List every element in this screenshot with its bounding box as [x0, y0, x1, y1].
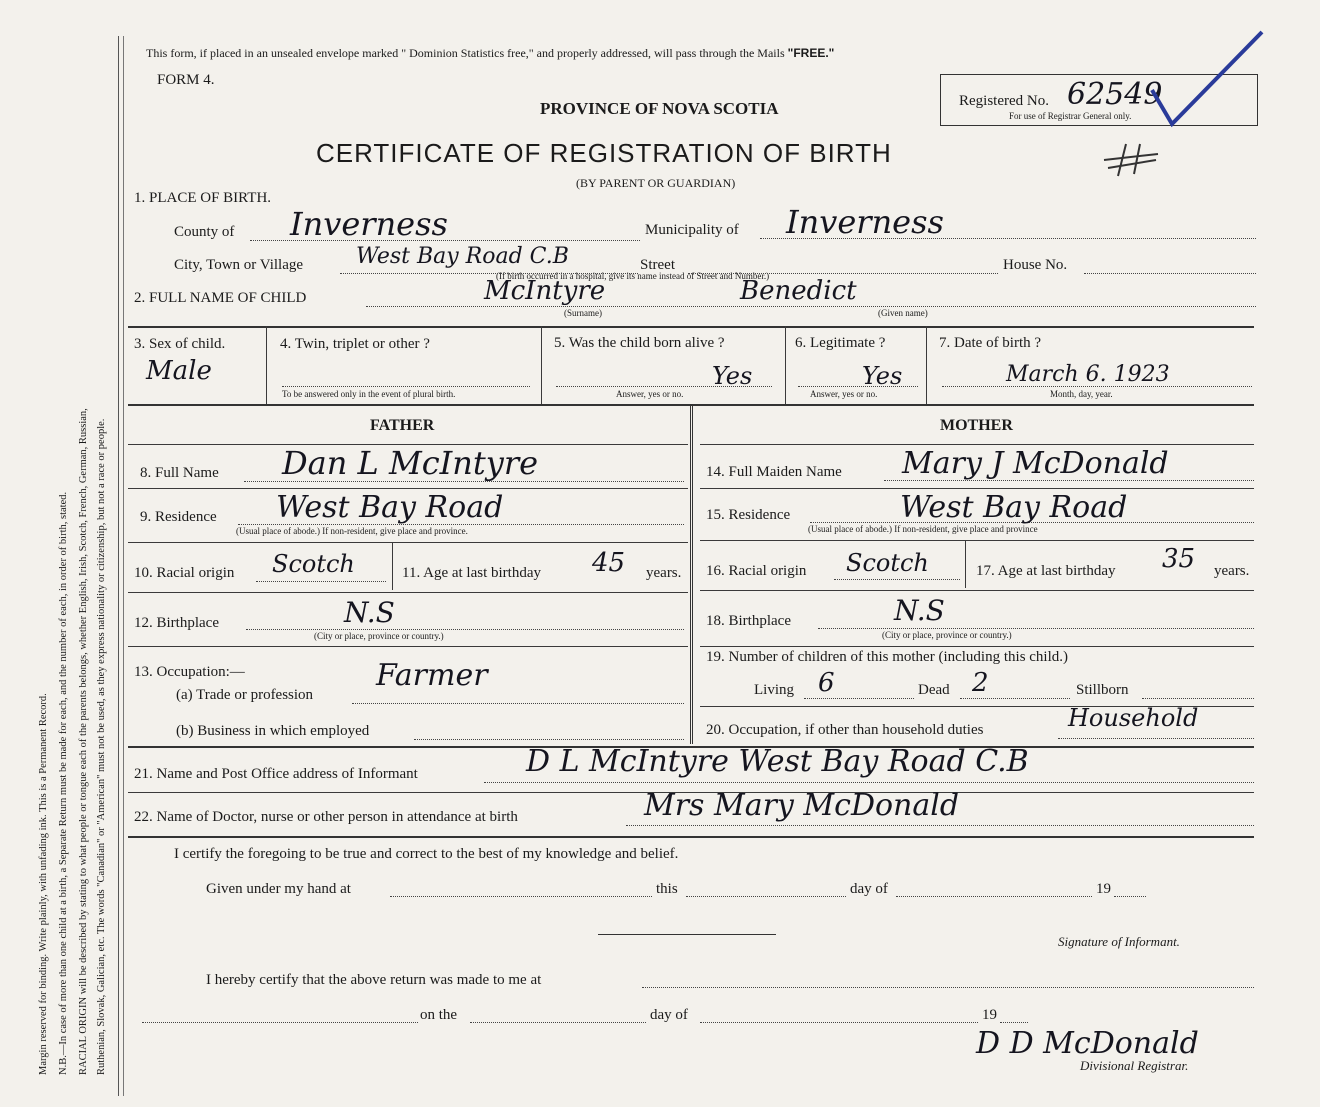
grid-line	[128, 326, 1254, 328]
mail-notice	[146, 46, 834, 61]
dob-value: March 6. 1923	[1006, 362, 1170, 387]
registered-no-value: 62549	[1067, 77, 1163, 112]
business-line	[414, 739, 684, 740]
living-label: Living	[754, 682, 794, 698]
occupation-label: 13. Occupation:—	[134, 664, 245, 680]
grid-line	[392, 542, 393, 590]
living-value: 6	[818, 668, 835, 698]
father-residence-note: (Usual place of abode.) If non-resident, give place and province.	[236, 526, 468, 536]
hospital-note: (If birth occurred in a hospital, give its name instead of Street and Number.)	[496, 271, 770, 281]
father-birthplace-line	[246, 629, 684, 630]
father-heading: FATHER	[370, 417, 435, 434]
parent-divider	[690, 404, 693, 744]
month-line	[896, 896, 1092, 897]
mother-age-unit: years.	[1214, 563, 1250, 579]
father-birthplace-value: N.S	[344, 596, 395, 629]
father-race-label: 10. Racial origin	[134, 565, 235, 581]
trade-line	[352, 703, 684, 704]
signature-rule	[598, 934, 776, 935]
grid-line	[926, 326, 927, 404]
mother-birthplace-label: 18. Birthplace	[706, 613, 791, 629]
margin-racial-note-2: Ruthenian, Slovak, Galician, etc. The words "Canadian" or "American" must not be used, as they express nationality or citizenship, but not a race or people.	[96, 418, 107, 1075]
province-heading: PROVINCE OF NOVA SCOTIA	[540, 99, 779, 118]
given-place-line	[390, 896, 652, 897]
mother-residence-note: (Usual place of abode.) If non-resident, give place and province	[808, 524, 1038, 534]
twin-line	[282, 386, 530, 387]
margin-rule-inner	[123, 36, 124, 1096]
checkmark-icon	[1150, 28, 1270, 128]
dead-value: 2	[972, 668, 989, 698]
sex-value: Male	[146, 356, 212, 386]
margin-binding-note: Margin reserved for binding. Write plainly, with unfading ink. This is a Permanent Record.	[38, 693, 49, 1075]
father-name-label: 8. Full Name	[140, 465, 219, 481]
twin-label: 4. Twin, triplet or other ?	[280, 336, 430, 352]
return-lead-line	[142, 1022, 418, 1023]
child-name-label: 2. FULL NAME OF CHILD	[134, 290, 307, 306]
registrar-caption: Divisional Registrar.	[1080, 1058, 1189, 1073]
municipality-label: Municipality of	[645, 222, 739, 238]
child-surname-value: McIntyre	[484, 276, 606, 306]
dead-line	[960, 698, 1070, 699]
this-label: this	[656, 881, 678, 897]
father-age-label: 11. Age at last birthday	[402, 565, 541, 581]
born-alive-note: Answer, yes or no.	[616, 389, 684, 399]
on-the-label: on the	[420, 1007, 458, 1023]
mother-residence-value: West Bay Road	[900, 490, 1128, 525]
mother-occupation-label: 20. Occupation, if other than household duties	[706, 722, 984, 738]
mother-age-value: 35	[1162, 544, 1196, 574]
mother-heading: MOTHER	[940, 417, 1013, 434]
informant-line	[484, 782, 1254, 783]
father-residence-value: West Bay Road	[276, 490, 504, 525]
father-race-value: Scotch	[272, 550, 355, 578]
born-alive-value: Yes	[712, 362, 753, 390]
trade-label: (a) Trade or profession	[176, 687, 314, 703]
mother-race-label: 16. Racial origin	[706, 563, 807, 579]
father-name-value: Dan L McIntyre	[282, 444, 539, 482]
dob-note: Month, day, year.	[1050, 389, 1113, 399]
mother-birthplace-value: N.S	[894, 594, 945, 627]
grid-line	[266, 326, 267, 404]
grid-line	[700, 488, 1254, 489]
father-race-line	[256, 581, 386, 582]
street-line	[688, 273, 998, 274]
father-birthplace-label: 12. Birthplace	[134, 615, 219, 631]
mother-age-label: 17. Age at last birthday	[976, 563, 1116, 579]
mother-race-value: Scotch	[846, 549, 929, 577]
father-age-value: 45	[592, 548, 626, 578]
year-prefix-2: 19	[982, 1007, 997, 1023]
dead-label: Dead	[918, 682, 950, 698]
grid-line	[965, 540, 966, 588]
sex-label: 3. Sex of child.	[134, 336, 226, 352]
month-line-2	[700, 1022, 978, 1023]
attendant-line	[626, 825, 1254, 826]
mail-free-text: "FREE."	[787, 46, 835, 60]
return-place-line	[642, 987, 1254, 988]
county-label: County of	[174, 224, 235, 240]
surname-caption: (Surname)	[564, 308, 602, 318]
return-statement: I hereby certify that the above return was made to me at	[206, 972, 542, 988]
day-of-label-2: day of	[650, 1007, 688, 1023]
grid-line	[128, 646, 688, 647]
child-name-line	[366, 306, 1256, 307]
dob-label: 7. Date of birth ?	[939, 335, 1042, 351]
trade-value: Farmer	[376, 658, 488, 693]
attendant-value: Mrs Mary McDonald	[644, 788, 960, 823]
city-value: West Bay Road C.B	[356, 244, 569, 269]
given-hand-label: Given under my hand at	[206, 881, 351, 897]
county-value: Inverness	[290, 205, 448, 243]
mother-residence-label: 15. Residence	[706, 507, 791, 523]
scribble-mark-icon	[1096, 140, 1166, 180]
registered-no-label: Registered No.	[959, 93, 1049, 109]
mother-race-line	[834, 579, 960, 580]
mother-birthplace-line	[818, 628, 1254, 629]
informant-label: 21. Name and Post Office address of Informant	[134, 766, 418, 782]
margin-racial-note-1: RACIAL ORIGIN will be described by stating to what people or tongue each of the parents belongs, whether English, Irish, Scotch, French, German, Russian,	[78, 408, 89, 1075]
margin-rule	[118, 36, 119, 1096]
informant-value: D L McIntyre West Bay Road C.B	[526, 744, 1029, 779]
form-number: FORM 4.	[157, 72, 215, 88]
year-line-2	[1000, 1022, 1028, 1023]
given-name-caption: (Given name)	[878, 308, 928, 318]
year-line	[1114, 896, 1146, 897]
grid-line	[541, 326, 542, 404]
city-line	[340, 273, 638, 274]
grid-line	[128, 542, 688, 543]
mail-notice-text: This form, if placed in an unsealed envelope marked " Dominion Statistics free," and properly addressed, will pass through the Mails	[146, 46, 785, 60]
on-the-line	[470, 1022, 646, 1023]
registrar-use-note: For use of Registrar General only.	[1009, 111, 1132, 121]
children-count-label: 19. Number of children of this mother (including this child.)	[706, 649, 1069, 665]
grid-line	[700, 646, 1254, 647]
mother-name-label: 14. Full Maiden Name	[706, 464, 842, 480]
place-of-birth-label: 1. PLACE OF BIRTH.	[134, 190, 272, 206]
legitimate-value: Yes	[862, 362, 903, 390]
mother-occupation-value: Household	[1068, 704, 1199, 732]
father-birthplace-note: (City or place, province or country.)	[314, 631, 444, 641]
house-no-label: House No.	[1003, 257, 1068, 273]
mother-name-value: Mary J McDonald	[902, 446, 1169, 481]
margin-nb-note: N.B.—In case of more than one child at a birth, a Separate Return must be made for each, and the number of each, in order of birth, stated.	[58, 491, 69, 1075]
grid-line	[128, 836, 1254, 838]
father-age-unit: years.	[646, 565, 682, 581]
house-line	[1084, 273, 1256, 274]
this-day-line	[686, 896, 846, 897]
grid-line	[128, 592, 688, 593]
year-prefix: 19	[1096, 881, 1111, 897]
grid-line	[700, 444, 1254, 445]
business-label: (b) Business in which employed	[176, 723, 370, 739]
living-line	[804, 698, 914, 699]
grid-line	[700, 540, 1254, 541]
city-label: City, Town or Village	[174, 257, 304, 273]
attendant-label: 22. Name of Doctor, nurse or other person in attendance at birth	[134, 809, 518, 825]
mother-birthplace-note: (City or place, province or country.)	[882, 630, 1012, 640]
stillborn-line	[1142, 698, 1254, 699]
certificate-title: CERTIFICATE OF REGISTRATION OF BIRTH	[316, 138, 892, 168]
certificate-subtitle: (BY PARENT OR GUARDIAN)	[576, 176, 736, 190]
informant-signature-caption: Signature of Informant.	[1058, 934, 1180, 949]
grid-line	[128, 488, 688, 489]
mother-occupation-line	[1058, 738, 1254, 739]
stillborn-label: Stillborn	[1076, 682, 1129, 698]
grid-line	[785, 326, 786, 404]
twin-note: To be answered only in the event of plural birth.	[282, 389, 456, 399]
legitimate-label: 6. Legitimate ?	[795, 335, 886, 351]
legitimate-note: Answer, yes or no.	[810, 389, 878, 399]
municipality-value: Inverness	[786, 203, 944, 241]
child-given-value: Benedict	[740, 276, 857, 306]
certify-statement: I certify the foregoing to be true and correct to the best of my knowledge and belief.	[174, 846, 679, 862]
father-residence-label: 9. Residence	[140, 509, 217, 525]
grid-line	[700, 590, 1254, 591]
street-label: Street	[640, 257, 675, 273]
registrar-signature: D D McDonald	[976, 1026, 1199, 1061]
born-alive-label: 5. Was the child born alive ?	[554, 335, 725, 351]
day-of-label: day of	[850, 881, 888, 897]
